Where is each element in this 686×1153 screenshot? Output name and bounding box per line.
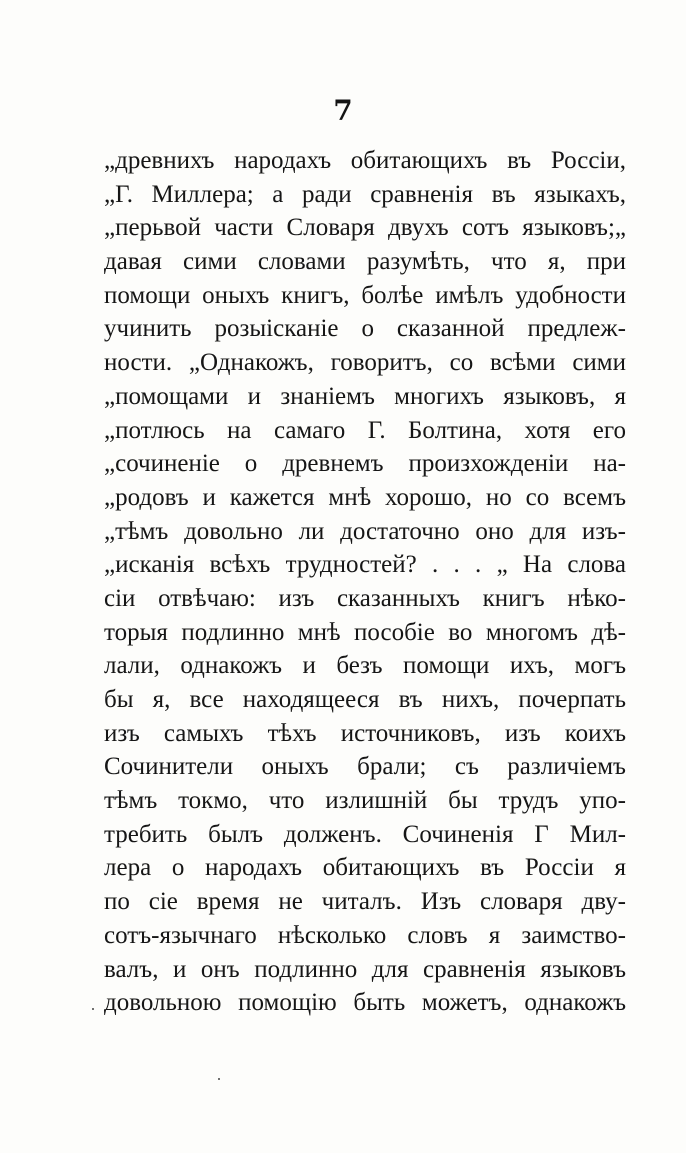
text-line: помощи оныхъ книгъ, болѣе имѣлъ удобности: [104, 281, 626, 309]
text-line: „древнихъ народахъ обитающихъ въ Россіи,: [104, 147, 626, 174]
text-line: учинить розыісканіе о сказанной предлеж-: [104, 315, 626, 343]
page-number: 7: [333, 94, 353, 127]
text-line: сіи отвѣчаю: изъ сказанныхъ книгъ нѣко-: [104, 584, 626, 612]
body-text: [104, 144, 626, 1020]
text-line: давая сими словами разумѣть, что я, при: [104, 248, 626, 276]
paper-speck: [92, 1008, 94, 1010]
text-line: „исканія всѣхъ трудностей? . . . „ На слова: [104, 551, 626, 579]
text-line: довольною помощію быть можетъ, однакожъ: [104, 989, 626, 1017]
text-line: сотъ-язычнаго нѣсколько словъ я заимство-: [104, 921, 626, 949]
text-line: лера о народахъ обитающихъ въ Россіи я: [104, 854, 626, 882]
text-line: „помощами и знаніемъ многихъ языковъ, я: [104, 382, 626, 410]
text-line: „Г. Миллера; а ради сравненія въ языкахъ,: [104, 180, 626, 208]
text-line: по сіе время не читалъ. Изъ словаря дву-: [104, 888, 626, 916]
text-line: „тѣмъ довольно ли достаточно оно для изъ-: [104, 517, 626, 545]
text-line: изъ самыхъ тѣхъ источниковъ, изъ коихъ: [104, 719, 626, 747]
text-line: „сочиненіе о древнемъ произхожденіи на-: [104, 450, 626, 478]
text-line: „перьвой части Словаря двухъ сотъ языковъ;„: [104, 214, 626, 242]
text-line: Сочинители оныхъ брали; съ различіемъ: [104, 753, 626, 781]
paper-speck: [218, 1078, 220, 1080]
text-line: ности. „Однакожъ, говоритъ, со всѣми сими: [104, 349, 626, 377]
text-line: бы я, все находящееся въ нихъ, почерпать: [104, 686, 626, 713]
text-line: требить былъ долженъ. Сочиненія Г Мил-: [104, 820, 626, 848]
text-line: лали, однакожъ и безъ помощи ихъ, могъ: [104, 652, 626, 680]
text-line: „потлюсь на самаго Г. Болтина, хотя его: [104, 416, 626, 444]
text-line: „родовъ и кажется мнѣ хорошо, но со всемъ: [104, 483, 626, 511]
text-line: тѣмъ токмо, что излишній бы трудъ упо-: [104, 787, 626, 815]
text-line: торыя подлинно мнѣ пособіе во многомъ дѣ-: [104, 618, 626, 646]
text-line: валъ, и онъ подлинно для сравненія языковъ: [104, 955, 626, 983]
